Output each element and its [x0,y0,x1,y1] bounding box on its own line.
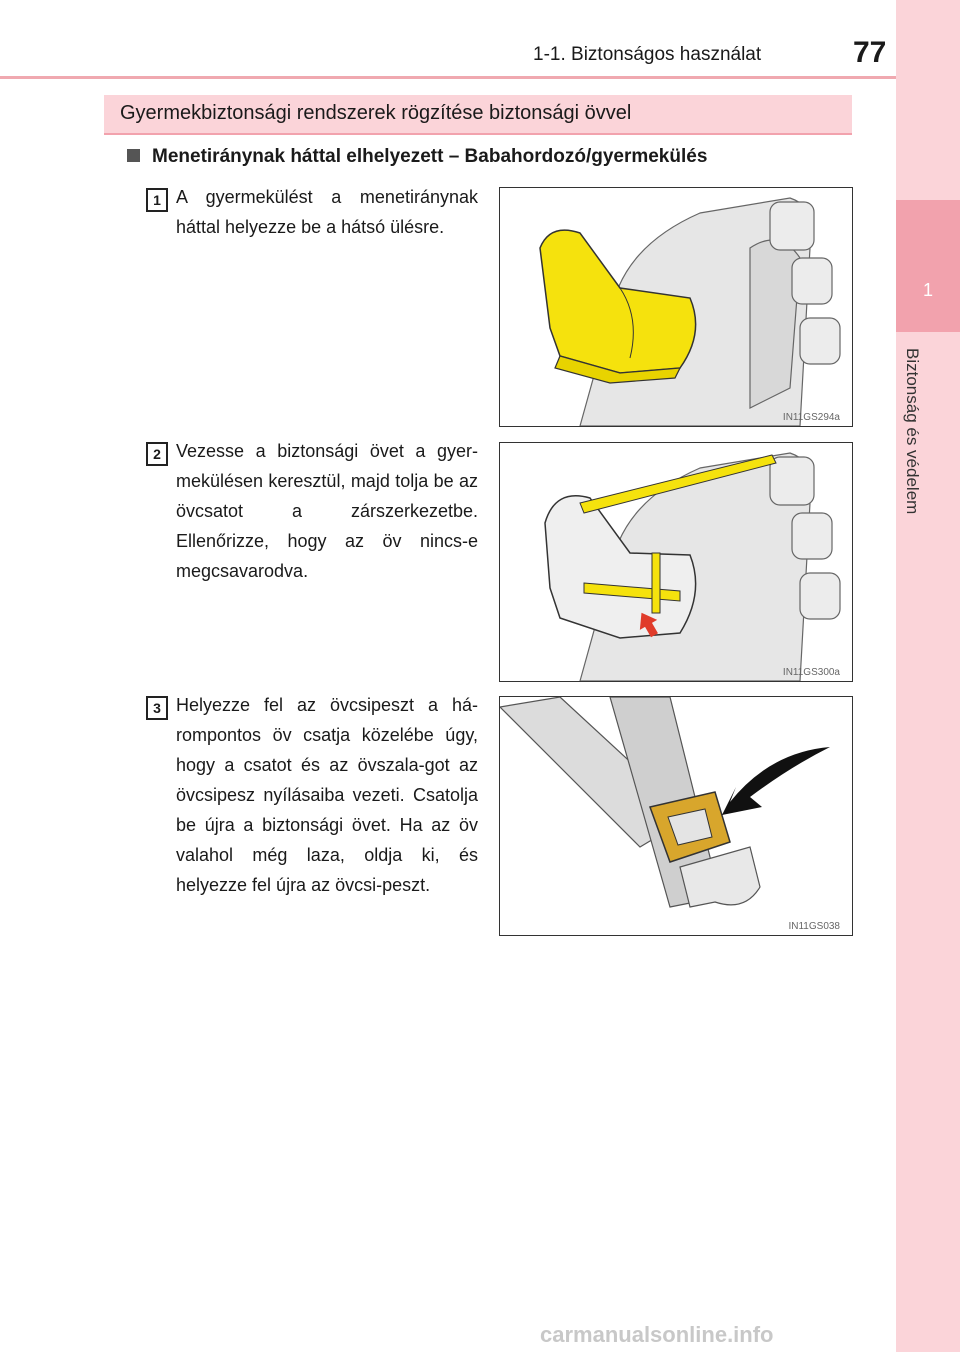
header-section-title: 1-1. Biztonságos használat [533,44,762,65]
step-3-number: 3 [146,696,168,720]
side-tab-label: Biztonság és védelem [903,348,922,515]
step-1-number: 1 [146,188,168,212]
step-2-number: 2 [146,442,168,466]
side-tab-label-wrap [902,348,952,548]
step-2-text: Vezesse a biztonsági övet a gyer-mekülésen keresztül, majd tolja be az övcsatot a zárszerkezetbe. Ellenőrizze, hogy az öv nincs-e megcsavarodva. [176,441,478,581]
figure-2 [499,442,853,682]
header-rule [0,76,896,79]
step-1-text: A gyermekülést a menetiránynak háttal helyezze be a hátsó ülésre. [176,187,478,237]
rear-seat-child-seat-illustration [500,188,852,426]
belt-clip-illustration [500,697,852,935]
figure-2-code: IN11GS300a [782,667,840,678]
figure-3-code: IN11GS038 [788,921,840,932]
side-tab-number: 1 [922,280,933,300]
section-title: Gyermekbiztonsági rendszerek rögzítése biztonsági övvel [120,102,632,124]
page-number: 77 [853,36,887,69]
section-title-band [104,95,852,135]
watermark: carmanualsonline.info [540,1322,774,1347]
square-bullet-icon [127,149,140,162]
subheading-text: Menetiránynak háttal elhelyezett – Babahordozó/gyermekülés [152,146,708,167]
figure-1 [499,187,853,427]
figure-1-code: IN11GS294a [782,412,840,423]
side-tab-number-block [896,200,960,332]
subheading [127,146,707,168]
step-3-text: Helyezze fel az övcsipeszt a há-rompontos öv csatja közelébe úgy, hogy a csatot és az övszala-got az övcsipesz nyílásaiba vezeti. Csatolja be újra a biztonsági övet. Ha az öv valahol még laza, oldja ki, és helyezze fel újra az övcsi-peszt. [176,695,478,895]
belt-through-child-seat-illustration [500,443,852,681]
figure-3 [499,696,853,936]
